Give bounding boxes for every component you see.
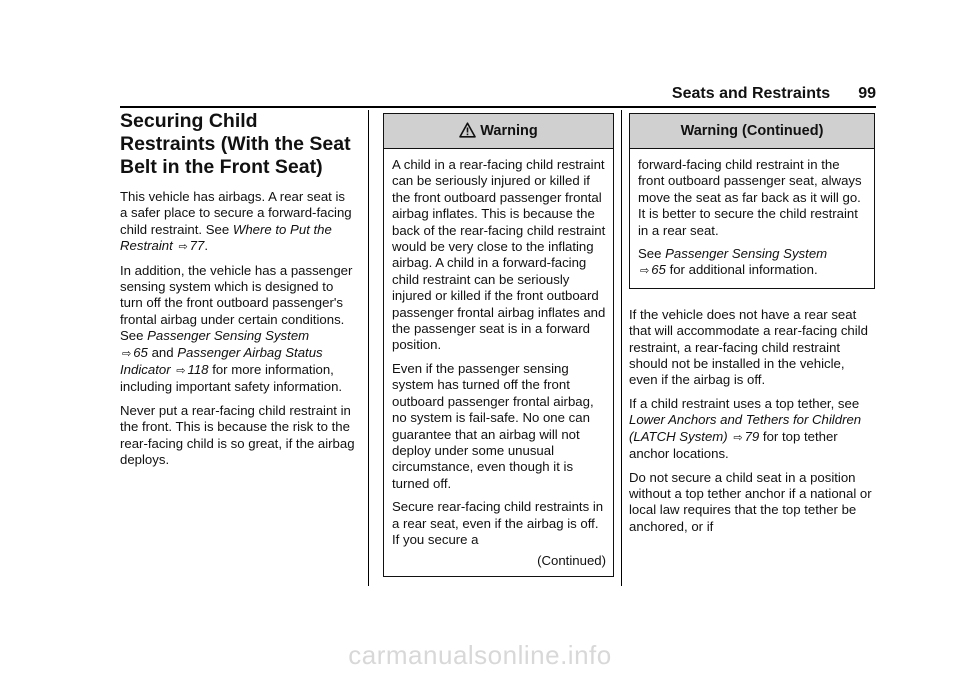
paragraph: If a child restraint uses a top tether, see Lower Anchors and Tethers for Children (LATCH System) ⇨ 79 for top tether anchor locations. [629,395,862,462]
warning-box-body [384,149,613,576]
cross-reference-link[interactable]: Passenger Sensing System [147,328,310,344]
paragraph: Do not secure a child seat in a position without a top tether anchor if a national or local law requires that the top tether be anchored, or if [629,469,872,534]
column-middle [383,113,614,577]
column-right [629,113,875,542]
warning-triangle-icon [459,117,476,151]
column-divider-right [621,110,622,586]
reference-arrow-icon: ⇨ [176,365,186,378]
warning-box [383,113,614,577]
warning-box-title [384,114,613,149]
cross-reference-link[interactable]: Lower Anchors and Tethers for Children (LATCH System) [629,412,862,444]
reference-page[interactable]: 118 [187,362,209,378]
warning-paragraph: Secure rear-facing child restraints in a rear seat, even if the airbag is off. If you secure a [392,499,604,547]
column-left [120,110,356,476]
warning-paragraph: forward-facing child restraint in the front outboard passenger seat, always move the seat as far back as it will go. It is better to secure the child restraint in a rear seat. [638,157,862,238]
warning-paragraph: Even if the passenger sensing system has turned off the front outboard passenger frontal airbag, no system is fail-safe. No one can guarantee that an airbag will not deploy under some unusual circumstance, even though it is turned off. [392,360,594,491]
watermark: carmanualsonline.info [348,640,612,670]
warning-continued-body [630,149,874,288]
page-header [120,82,876,106]
reference-arrow-icon: ⇨ [733,431,743,444]
header-rule [120,106,876,108]
reference-page[interactable]: 77 [189,238,205,254]
cross-reference-link[interactable]: Where to Put the Restraint [120,221,332,254]
cross-reference-link[interactable]: Passenger Sensing System [665,246,828,262]
reference-page[interactable]: 65 [133,344,148,360]
continued-label: (Continued) [537,553,606,569]
warning-paragraph: See Passenger Sensing System ⇨ 65 for additional information. [638,246,828,278]
reference-arrow-icon: ⇨ [122,347,132,360]
page-number: 99 [858,85,876,102]
paragraph: If the vehicle does not have a rear seat that will accommodate a rear-facing child restraint, a rear-facing child restraint should not be installed in the vehicle, even if the airbag is off. [629,306,868,388]
reference-page[interactable]: 65 [651,262,666,278]
warning-paragraph: A child in a rear-facing child restraint can be seriously injured or killed if the front outboard passenger frontal airbag inflates. This is because the back of the rear-facing child restraint would be very close to the inflating airbag. A child in a forward-facing child restraint can be seriously injured or killed if the front outboard passenger frontal airbag inflates and the passenger seat is in a forward position. [392,157,606,353]
cross-reference-link[interactable]: Passenger Airbag Status Indicator [120,344,323,378]
section-title: Seats and Restraints [671,85,831,102]
reference-arrow-icon: ⇨ [178,241,188,254]
column-divider-left [368,110,369,586]
warning-title-text: Warning [480,123,538,139]
reference-page[interactable]: 79 [744,428,760,444]
reference-arrow-icon: ⇨ [640,265,650,278]
warning-continued-box [629,113,875,289]
section-heading: Securing Child Restraints (With the Seat Belt in the Front Seat) [120,110,351,178]
paragraph: In addition, the vehicle has a passenger sensing system which is designed to turn off the front outboard passenger's frontal airbag under certain conditions. See Passenger Sensing System ⇨ 65 and Passenger Airbag Status Indicator ⇨ 118 for more information, including important safety information. [120,262,353,395]
paragraph: This vehicle has airbags. A rear seat is a safer place to secure a forward-facing child restraint. See Where to Put the Restraint ⇨ 77. [120,189,352,254]
warning-continued-title: Warning (Continued) [630,114,874,149]
paragraph: Never put a rear-facing child restraint in the front. This is because the risk to the rear-facing child is so great, if the airbag deploys. [120,402,355,468]
